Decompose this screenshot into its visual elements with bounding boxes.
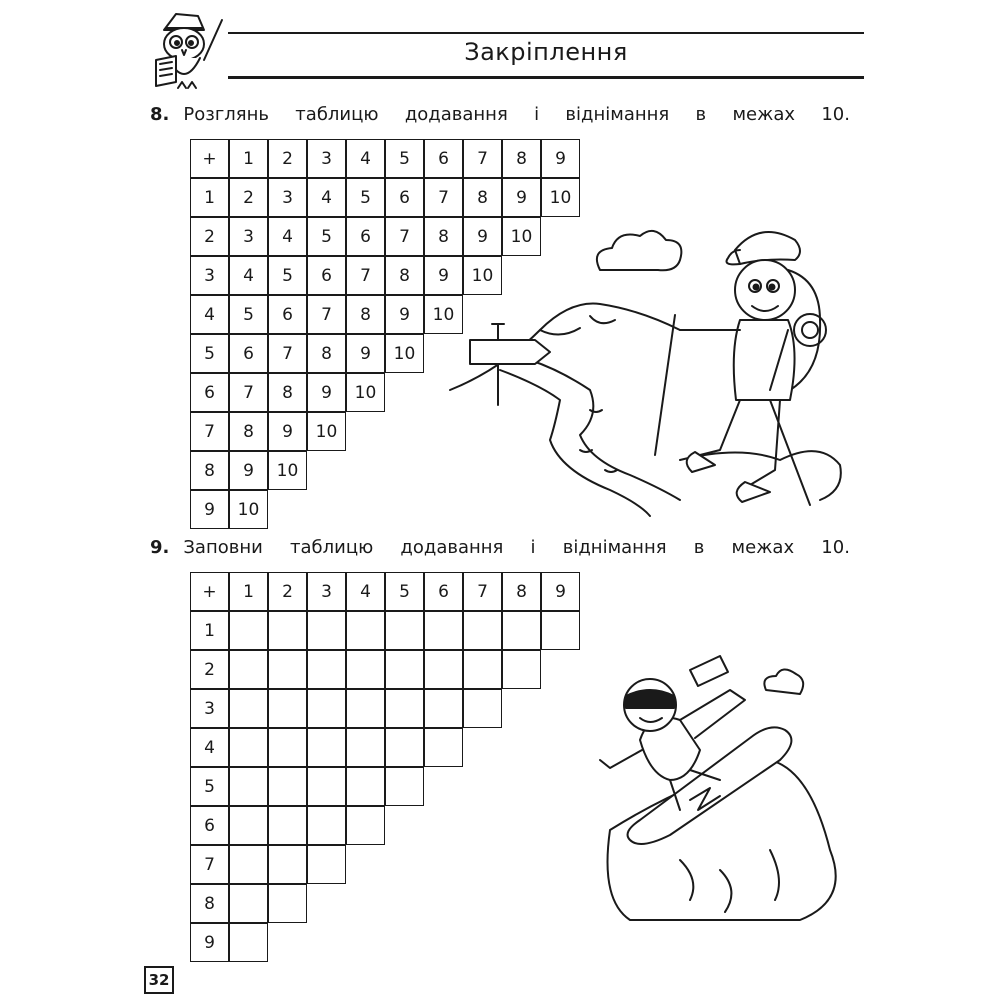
table-cell: 10 [268,451,307,490]
table-cell: 10 [346,373,385,412]
table-cell: 7 [307,295,346,334]
table-cell: 8 [346,295,385,334]
table-cell: 4 [229,256,268,295]
table-cell[interactable] [307,611,346,650]
table-cell[interactable] [229,923,268,962]
table-header-cell: 2 [268,572,307,611]
table-cell[interactable] [229,767,268,806]
table-header-cell: 4 [346,139,385,178]
table-cell[interactable] [424,728,463,767]
table-header-cell: 6 [424,572,463,611]
table-header-cell: 8 [502,139,541,178]
table-cell[interactable] [307,650,346,689]
table-cell: 10 [541,178,580,217]
table-cell[interactable] [307,728,346,767]
table-cell[interactable] [229,884,268,923]
table-header-cell: 6 [424,139,463,178]
table-cell[interactable] [229,611,268,650]
table-cell[interactable] [346,806,385,845]
table-cell[interactable] [463,611,502,650]
table-cell[interactable] [385,611,424,650]
table-cell: 8 [463,178,502,217]
table-cell: 4 [307,178,346,217]
table-header-cell: + [190,572,229,611]
page-title: Закріплення [464,38,628,66]
table-cell: 9 [385,295,424,334]
table-cell[interactable] [346,767,385,806]
table-cell: 8 [268,373,307,412]
table-cell[interactable] [502,611,541,650]
exercise-8-instruction: 8. Розглянь таблицю додавання і віднімання в межах 10. [150,104,850,125]
table-cell: 3 [229,217,268,256]
table-cell[interactable] [541,611,580,650]
table-cell: 10 [229,490,268,529]
table-cell: 6 [346,217,385,256]
table-cell[interactable] [346,689,385,728]
table-cell[interactable] [307,767,346,806]
table-header-cell: 8 [502,572,541,611]
table-cell: 8 [229,412,268,451]
table-header-cell: 9 [541,572,580,611]
table-cell: 10 [307,412,346,451]
table-cell: 10 [463,256,502,295]
table-cell: 6 [385,178,424,217]
table-cell: 2 [229,178,268,217]
table-cell: 10 [502,217,541,256]
table-cell: 9 [463,217,502,256]
table-cell: 6 [268,295,307,334]
table-cell[interactable] [268,650,307,689]
table-row-header-cell: 7 [190,412,229,451]
header-rule-top [228,32,864,34]
table-cell[interactable] [346,650,385,689]
table-row-header-cell: 4 [190,728,229,767]
table-cell: 7 [229,373,268,412]
table-cell[interactable] [385,728,424,767]
table-row-header-cell: 1 [190,611,229,650]
table-cell[interactable] [424,689,463,728]
table-cell: 4 [268,217,307,256]
table-row-header-cell: 6 [190,373,229,412]
exercise-9-number: 9. [150,537,170,558]
header-rule-bottom [228,76,864,79]
table-row-header-cell: 3 [190,256,229,295]
page-number: 32 [144,966,174,994]
table-row-header-cell: 2 [190,650,229,689]
table-row-header-cell: 4 [190,295,229,334]
table-cell[interactable] [229,689,268,728]
table-header-cell: 4 [346,572,385,611]
table-header-cell: 3 [307,139,346,178]
table-row-header-cell: 5 [190,334,229,373]
exercise-8-number: 8. [150,104,170,125]
table-row-header-cell: 9 [190,490,229,529]
table-cell[interactable] [424,650,463,689]
table-cell: 5 [268,256,307,295]
table-cell: 8 [385,256,424,295]
table-row-header-cell: 8 [190,451,229,490]
table-cell: 6 [307,256,346,295]
table-cell: 9 [268,412,307,451]
table-cell: 8 [424,217,463,256]
table-cell: 7 [424,178,463,217]
table-cell: 10 [424,295,463,334]
table-cell: 5 [229,295,268,334]
table-row-header-cell: 9 [190,923,229,962]
table-header-cell: 7 [463,139,502,178]
table-row-header-cell: 6 [190,806,229,845]
exercise-9-instruction: 9. Заповни таблицю додавання і віднімання в межах 10. [150,537,850,558]
table-header-cell: + [190,139,229,178]
table-cell[interactable] [385,689,424,728]
table-cell[interactable] [346,728,385,767]
table-cell[interactable] [268,845,307,884]
table-cell[interactable] [502,650,541,689]
table-cell[interactable] [229,806,268,845]
table-cell: 9 [502,178,541,217]
table-cell[interactable] [268,884,307,923]
table-header-cell: 2 [268,139,307,178]
table-cell[interactable] [229,845,268,884]
table-row-header-cell: 7 [190,845,229,884]
table-cell: 9 [346,334,385,373]
table-row-header-cell: 3 [190,689,229,728]
table-cell: 3 [268,178,307,217]
owl-teacher-icon [142,0,232,90]
table-cell[interactable] [229,650,268,689]
table-cell[interactable] [463,689,502,728]
table-cell[interactable] [307,806,346,845]
table-header-cell: 1 [229,572,268,611]
table-cell[interactable] [268,806,307,845]
table-header-cell: 3 [307,572,346,611]
table-row-header-cell: 2 [190,217,229,256]
table-cell[interactable] [268,611,307,650]
table-cell: 5 [346,178,385,217]
table-header-cell: 5 [385,139,424,178]
table-cell: 7 [268,334,307,373]
table-cell[interactable] [346,611,385,650]
table-header-cell: 7 [463,572,502,611]
table-cell[interactable] [268,767,307,806]
table-cell: 5 [307,217,346,256]
snowboarder-illustration [570,650,860,930]
table-cell: 7 [346,256,385,295]
table-header-cell: 9 [541,139,580,178]
table-cell: 9 [229,451,268,490]
table-cell[interactable] [385,767,424,806]
table-cell: 8 [307,334,346,373]
table-row-header-cell: 5 [190,767,229,806]
table-cell[interactable] [268,728,307,767]
table-row-header-cell: 1 [190,178,229,217]
table-cell[interactable] [385,650,424,689]
table-header-cell: 1 [229,139,268,178]
table-cell[interactable] [307,689,346,728]
table-cell: 9 [424,256,463,295]
table-cell[interactable] [463,650,502,689]
table-cell[interactable] [424,611,463,650]
table-header-cell: 5 [385,572,424,611]
table-cell[interactable] [268,689,307,728]
table-cell[interactable] [307,845,346,884]
table-cell[interactable] [229,728,268,767]
table-cell: 6 [229,334,268,373]
table-cell: 10 [385,334,424,373]
hiker-illustration [440,220,850,520]
table-row-header-cell: 8 [190,884,229,923]
table-cell: 7 [385,217,424,256]
table-cell: 9 [307,373,346,412]
